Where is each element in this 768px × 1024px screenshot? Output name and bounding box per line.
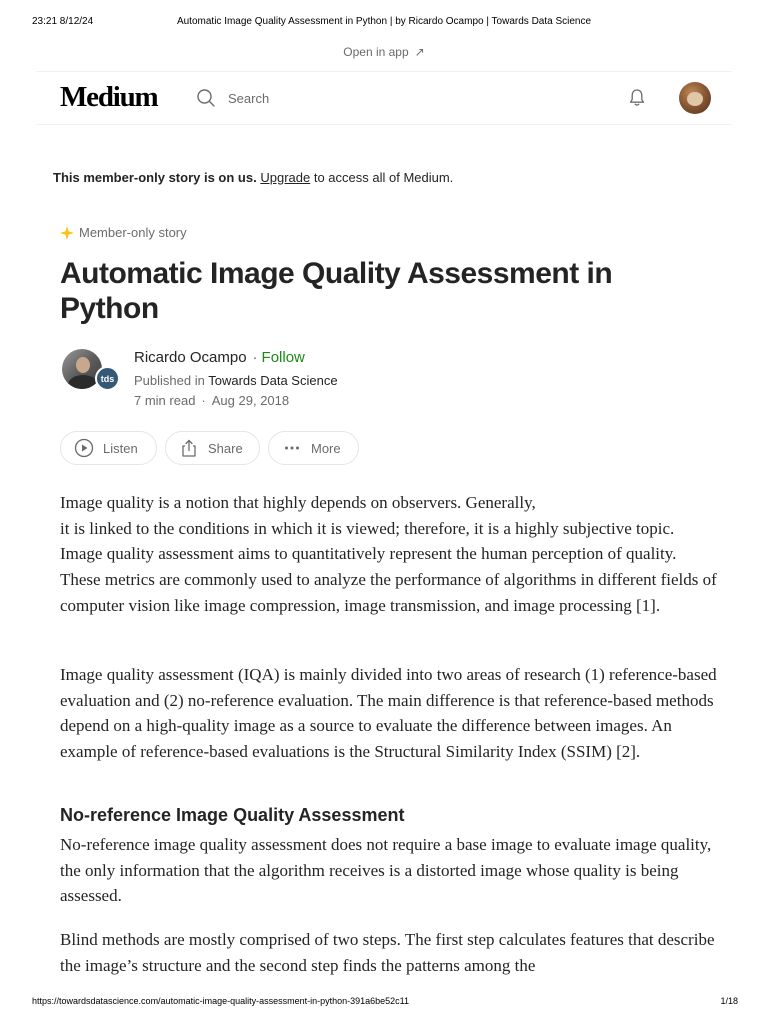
upgrade-link[interactable]: Upgrade xyxy=(260,170,311,185)
paragraph-1-line-1: Image quality is a notion that highly depends on observers. Generally, xyxy=(60,493,536,512)
print-timestamp: 23:21 8/12/24 xyxy=(32,16,94,27)
author-avatar-head xyxy=(76,357,90,373)
user-avatar[interactable] xyxy=(679,82,711,114)
more-label: More xyxy=(311,440,341,456)
separator-dot: · xyxy=(252,349,258,366)
open-in-app-link[interactable] xyxy=(0,45,768,59)
external-arrow-icon: ↗ xyxy=(414,45,425,59)
author-line xyxy=(134,349,305,366)
member-banner-rest: to access all of Medium. xyxy=(313,170,454,185)
top-navigation xyxy=(36,71,732,125)
share-button[interactable] xyxy=(165,431,260,465)
publication-badge[interactable]: tds xyxy=(95,366,120,391)
paragraph-1-rest: it is linked to the conditions in which it is viewed; therefore, it is a highly subjective topic. Image quality assessment aims to quantitatively represent the human perception of quality. These metrics are commonly used to analyze the performance of algorithms in different fields of computer vision like image compression, image transmission, and image processing [1]. xyxy=(60,518,717,615)
member-only-label: Member-only story xyxy=(79,225,187,240)
bell-icon[interactable] xyxy=(625,86,649,110)
author-avatar-body xyxy=(68,375,98,389)
share-icon xyxy=(179,438,199,458)
listen-label: Listen xyxy=(103,440,138,456)
print-page-number: 1/18 xyxy=(720,996,738,1006)
paragraph-3: No-reference image quality assessment does not require a base image to evaluate image quality, the only information that the algorithm receives is a distorted image whose quality is being assessed. xyxy=(60,835,712,906)
published-in-label: Published in xyxy=(134,373,205,388)
read-time: 7 min read xyxy=(134,393,196,408)
author-name[interactable]: Ricardo Ocampo xyxy=(134,349,247,366)
article-meta xyxy=(134,393,289,408)
follow-button[interactable]: Follow xyxy=(261,349,305,366)
paragraph-2: Image quality assessment (IQA) is mainly divided into two areas of research (1) reference-based evaluation and (2) no-reference evaluation. The main difference is that reference-based methods depend on a high-quality image as a source to evaluate the difference between images. An example of reference-based evaluations is the Structural Similarity Index (SSIM) [2]. xyxy=(60,665,717,762)
share-label: Share xyxy=(208,440,243,456)
avatar-face xyxy=(687,92,703,106)
publication-name[interactable]: Towards Data Science xyxy=(208,373,338,388)
member-banner-bold: This member-only story is on us. xyxy=(53,170,257,185)
print-footer xyxy=(32,996,738,1008)
member-banner xyxy=(53,170,453,185)
publication-line xyxy=(134,373,338,388)
section-heading: No-reference Image Quality Assessment xyxy=(60,805,405,825)
search-box[interactable] xyxy=(196,86,269,110)
separator-dot: · xyxy=(201,393,206,408)
print-header xyxy=(32,16,736,30)
more-button[interactable] xyxy=(268,431,359,465)
member-only-tag xyxy=(60,225,187,240)
paragraph-4: Blind methods are mostly comprised of two steps. The first step calculates features that describe the image’s structure and the second step finds the patterns among the xyxy=(60,930,715,975)
search-icon xyxy=(196,88,216,108)
paragraph-1 xyxy=(60,490,720,619)
publish-date: Aug 29, 2018 xyxy=(211,393,290,408)
play-icon xyxy=(74,438,94,458)
print-url: https://towardsdatascience.com/automatic-image-quality-assessment-in-python-391a6be52c11 xyxy=(32,996,410,1006)
more-dots-icon xyxy=(282,438,302,458)
search-input[interactable]: Search xyxy=(228,90,270,106)
print-document-title: Automatic Image Quality Assessment in Python | by Ricardo Ocampo | Towards Data Science xyxy=(176,16,592,27)
medium-logo[interactable]: Medium xyxy=(60,81,158,113)
star-icon xyxy=(60,226,74,240)
listen-button[interactable] xyxy=(60,431,157,465)
open-in-app-label: Open in app xyxy=(343,45,409,59)
article-title: Automatic Image Quality Assessment in Python xyxy=(60,257,613,325)
